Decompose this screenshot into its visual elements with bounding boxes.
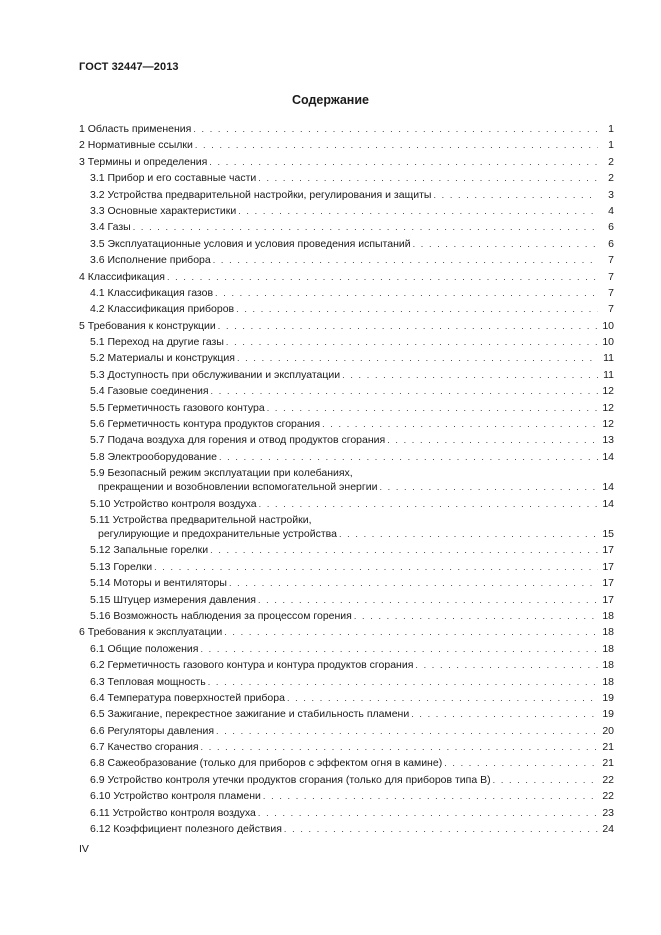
toc-entry-title: 5.3 Доступность при обслуживании и эксплуатации xyxy=(90,368,341,381)
toc-entry-label xyxy=(90,220,131,234)
toc-entry-label xyxy=(90,450,217,464)
toc-entry-title: 5.5 Герметичность газового контура xyxy=(90,401,265,414)
dot-leader xyxy=(210,543,598,557)
toc-entry-label xyxy=(90,609,352,623)
toc-entry-page: 19 xyxy=(602,708,614,721)
toc-entry-label xyxy=(90,171,256,185)
toc-entry-page: 22 xyxy=(602,773,614,786)
toc-entry-title: 3.3 Основные характеристики xyxy=(90,204,237,217)
toc-entry-page: 15 xyxy=(602,527,614,540)
toc-entry-label xyxy=(90,188,431,202)
toc-entry-page: 7 xyxy=(608,254,614,267)
toc-entry xyxy=(79,433,614,447)
dot-leader xyxy=(379,480,598,494)
dot-leader xyxy=(229,576,598,590)
toc-entry-page: 18 xyxy=(602,675,614,688)
toc-entry-label xyxy=(79,270,165,284)
dot-leader xyxy=(387,433,598,447)
toc-entry xyxy=(79,675,614,689)
toc-entry xyxy=(79,417,614,431)
dot-leader xyxy=(195,138,598,152)
toc-entry-label xyxy=(79,155,207,169)
toc-entry-label xyxy=(90,335,224,349)
toc-entry-title: 6.11 Устройство контроля воздуха xyxy=(90,806,256,819)
toc-entry xyxy=(79,756,614,770)
toc-entry-title: 4 Классификация xyxy=(79,270,165,283)
dot-leader xyxy=(193,122,598,136)
toc-entry-page: 7 xyxy=(608,270,614,283)
toc-entry xyxy=(79,773,614,787)
toc-entry-page: 11 xyxy=(603,352,614,365)
toc-entry xyxy=(79,368,614,382)
toc-entry-page: 1 xyxy=(608,139,614,152)
toc-entry-title: 3.1 Прибор и его составные части xyxy=(90,172,257,185)
toc-entry-page: 17 xyxy=(602,544,614,557)
toc-entry-page: 7 xyxy=(608,303,614,316)
toc-entry-title: 6.12 Коэффициент полезного действия xyxy=(90,823,282,836)
dot-leader xyxy=(493,773,598,787)
toc-entry-title: 2 Нормативные ссылки xyxy=(79,139,193,152)
toc-entry xyxy=(79,270,614,284)
toc-entry-label xyxy=(79,319,216,333)
dot-leader xyxy=(258,171,598,185)
toc-entry-label xyxy=(90,513,337,541)
document-header: ГОСТ 32447—2013 xyxy=(79,61,179,73)
toc-entry xyxy=(79,302,614,316)
dot-leader xyxy=(226,335,598,349)
toc-entry-page: 18 xyxy=(602,609,614,622)
toc-entry-title: 5.2 Материалы и конструкция xyxy=(90,352,235,365)
toc-entry-label xyxy=(90,497,257,511)
toc-entry-page: 4 xyxy=(608,204,614,217)
toc-entry xyxy=(79,138,614,152)
toc-entry-page: 19 xyxy=(602,691,614,704)
dot-leader xyxy=(154,560,598,574)
toc-entry xyxy=(79,204,614,218)
toc-entry-label xyxy=(90,351,235,365)
toc-entry-page: 17 xyxy=(602,577,614,590)
toc-entry-label xyxy=(90,433,385,447)
toc-entry-page: 23 xyxy=(602,806,614,819)
toc-entry xyxy=(79,642,614,656)
toc-entry-page: 14 xyxy=(602,497,614,510)
toc-entry xyxy=(79,319,614,333)
toc-entry-page: 21 xyxy=(602,757,614,770)
toc-entry xyxy=(79,740,614,754)
toc-entry-title: 5 Требования к конструкции xyxy=(79,319,216,332)
toc-entry-title: 6 Требования к эксплуатации xyxy=(79,626,223,639)
toc-entry-title: 3.6 Исполнение прибора xyxy=(90,254,211,267)
toc-entry-title: 5.16 Возможность наблюдения за процессом горения xyxy=(90,609,352,622)
toc-entry-title: 3.4 Газы xyxy=(90,221,131,234)
dot-leader xyxy=(133,220,598,234)
toc-entry xyxy=(79,384,614,398)
toc-entry-page: 6 xyxy=(608,221,614,234)
toc-entry-page: 22 xyxy=(602,790,614,803)
toc-entry-title: 6.7 Качество сгорания xyxy=(90,741,199,754)
toc-entry xyxy=(79,351,614,365)
dot-leader xyxy=(413,237,598,251)
toc-entry-label xyxy=(90,368,340,382)
toc-entry-title: 6.8 Сажеобразование (только для приборов с эффектом огня в камине) xyxy=(90,757,443,770)
toc-entry xyxy=(79,466,614,494)
dot-leader xyxy=(411,707,598,721)
dot-leader xyxy=(208,675,598,689)
toc-entry-title: 5.15 Штуцер измерения давления xyxy=(90,593,256,606)
dot-leader xyxy=(258,593,598,607)
toc-entry-title: 3.5 Эксплуатационные условия и условия проведения испытаний xyxy=(90,237,411,250)
toc-entry-title: 5.14 Моторы и вентиляторы xyxy=(90,577,227,590)
toc-entry xyxy=(79,609,614,623)
toc-entry-title: 5.13 Горелки xyxy=(90,560,153,573)
toc-entry-page: 10 xyxy=(602,336,614,349)
toc-entry-label xyxy=(90,756,442,770)
toc-entry-title: 5.1 Переход на другие газы xyxy=(90,336,224,349)
toc-entry xyxy=(79,253,614,267)
dot-leader xyxy=(238,204,598,218)
dot-leader xyxy=(322,417,598,431)
toc-entry-page: 6 xyxy=(608,237,614,250)
toc-entry-page: 18 xyxy=(602,626,614,639)
toc-entry-label xyxy=(90,658,413,672)
toc-entry-page: 14 xyxy=(602,481,614,494)
dot-leader xyxy=(354,609,598,623)
dot-leader xyxy=(263,789,598,803)
toc-entry xyxy=(79,707,614,721)
dot-leader xyxy=(237,351,598,365)
dot-leader xyxy=(444,756,598,770)
toc-entry-page: 1 xyxy=(608,123,614,135)
toc-entry-title: 6.6 Регуляторы давления xyxy=(90,724,215,737)
table-of-contents xyxy=(79,122,614,838)
toc-entry-label xyxy=(90,642,198,656)
toc-entry xyxy=(79,401,614,415)
toc-entry xyxy=(79,576,614,590)
dot-leader xyxy=(219,450,598,464)
dot-leader xyxy=(201,740,598,754)
dot-leader xyxy=(209,155,598,169)
toc-entry xyxy=(79,122,614,136)
toc-entry-title: 5.9 Безопасный режим эксплуатации при колебаниях, xyxy=(90,467,353,480)
toc-entry-label xyxy=(90,806,256,820)
toc-entry-page: 11 xyxy=(603,368,614,381)
toc-entry-page: 7 xyxy=(608,286,614,299)
toc-entry-label xyxy=(90,822,282,836)
toc-entry-label xyxy=(90,576,227,590)
toc-entry-label xyxy=(79,122,191,136)
toc-entry-title: 1 Область применения xyxy=(79,123,192,135)
toc-entry-page: 12 xyxy=(602,401,614,414)
dot-leader xyxy=(284,822,598,836)
toc-entry-title: 3.2 Устройства предварительной настройки, регулирования и защиты xyxy=(90,188,432,201)
toc-entry xyxy=(79,593,614,607)
toc-entry xyxy=(79,155,614,169)
toc-entry-title: 4.1 Классификация газов xyxy=(90,286,214,299)
toc-entry-title: 5.8 Электрооборудование xyxy=(90,450,217,463)
toc-entry-page: 18 xyxy=(602,659,614,672)
toc-entry-label xyxy=(90,401,265,415)
toc-entry-label xyxy=(90,773,491,787)
toc-entry-title: 5.4 Газовые соединения xyxy=(90,385,209,398)
toc-entry-label xyxy=(90,707,409,721)
toc-entry-page: 12 xyxy=(602,418,614,431)
toc-entry xyxy=(79,286,614,300)
dot-leader xyxy=(216,724,598,738)
toc-entry-label xyxy=(90,593,256,607)
page-number: IV xyxy=(79,843,89,855)
toc-entry-page: 18 xyxy=(602,642,614,655)
toc-entry-title-continued: прекращении и возобновлении вспомогательной энергии xyxy=(98,481,378,494)
toc-entry-page: 21 xyxy=(602,741,614,754)
toc-entry-label xyxy=(90,789,261,803)
toc-entry xyxy=(79,560,614,574)
toc-entry-title-continued: регулирующие и предохранительные устройства xyxy=(98,527,337,540)
toc-entry xyxy=(79,822,614,836)
toc-entry xyxy=(79,171,614,185)
dot-leader xyxy=(236,302,598,316)
dot-leader xyxy=(287,691,598,705)
toc-entry-label xyxy=(90,384,209,398)
toc-entry-title: 5.7 Подача воздуха для горения и отвод продуктов сгорания xyxy=(90,434,386,447)
toc-entry-label xyxy=(90,237,411,251)
toc-entry-title: 5.10 Устройство контроля воздуха xyxy=(90,497,257,510)
toc-entry-page: 3 xyxy=(608,188,614,201)
toc-entry-title: 6.10 Устройство контроля пламени xyxy=(90,790,261,803)
toc-entry xyxy=(79,513,614,541)
dot-leader xyxy=(339,527,598,541)
toc-entry-page: 2 xyxy=(608,155,614,168)
dot-leader xyxy=(211,384,598,398)
dot-leader xyxy=(167,270,598,284)
dot-leader xyxy=(267,401,598,415)
toc-entry-title: 4.2 Классификация приборов xyxy=(90,303,235,316)
toc-entry-title: 6.2 Герметичность газового контура и контура продуктов сгорания xyxy=(90,659,414,672)
dot-leader xyxy=(415,658,598,672)
dot-leader xyxy=(213,253,598,267)
toc-entry-page: 2 xyxy=(608,172,614,185)
toc-entry-label xyxy=(90,740,199,754)
toc-entry-page: 24 xyxy=(602,823,614,836)
toc-entry xyxy=(79,543,614,557)
dot-leader xyxy=(215,286,598,300)
toc-entry xyxy=(79,691,614,705)
toc-entry-page: 12 xyxy=(602,385,614,398)
dot-leader xyxy=(259,497,598,511)
toc-entry-page: 13 xyxy=(602,434,614,447)
toc-entry-title: 3 Термины и определения xyxy=(79,155,208,168)
toc-entry-page: 14 xyxy=(602,450,614,463)
toc-entry xyxy=(79,335,614,349)
toc-entry-title: 5.11 Устройства предварительной настройки, xyxy=(90,513,312,526)
toc-entry-title: 6.3 Тепловая мощность xyxy=(90,675,206,688)
toc-entry-label xyxy=(79,625,222,639)
toc-entry-label xyxy=(90,560,152,574)
toc-entry xyxy=(79,497,614,511)
toc-entry-label xyxy=(90,204,236,218)
toc-entry-label xyxy=(90,253,211,267)
toc-entry xyxy=(79,789,614,803)
dot-leader xyxy=(200,642,598,656)
dot-leader xyxy=(342,368,598,382)
dot-leader xyxy=(224,625,598,639)
toc-entry xyxy=(79,220,614,234)
toc-entry-title: 6.1 Общие положения xyxy=(90,642,199,655)
toc-entry xyxy=(79,450,614,464)
toc-entry-page: 17 xyxy=(602,593,614,606)
dot-leader xyxy=(433,188,598,202)
toc-entry-title: 6.9 Устройство контроля утечки продуктов сгорания (только для приборов типа В) xyxy=(90,773,491,786)
toc-entry xyxy=(79,237,614,251)
toc-entry xyxy=(79,724,614,738)
toc-entry xyxy=(79,188,614,202)
toc-entry-page: 20 xyxy=(602,724,614,737)
toc-entry-label xyxy=(79,138,193,152)
toc-entry xyxy=(79,658,614,672)
toc-entry-page: 17 xyxy=(602,560,614,573)
toc-entry-title: 5.6 Герметичность контура продуктов сгорания xyxy=(90,418,321,431)
toc-entry-label xyxy=(90,286,213,300)
toc-entry-label xyxy=(90,675,206,689)
dot-leader xyxy=(218,319,598,333)
toc-entry-label xyxy=(90,466,377,494)
toc-entry-title: 6.5 Зажигание, перекрестное зажигание и стабильность пламени xyxy=(90,708,410,721)
toc-entry-label xyxy=(90,691,285,705)
page-title: Содержание xyxy=(291,93,369,107)
toc-entry-label xyxy=(90,417,320,431)
toc-entry xyxy=(79,625,614,639)
toc-entry-page: 10 xyxy=(602,319,614,332)
toc-entry-title: 5.12 Запальные горелки xyxy=(90,544,209,557)
toc-entry-title: 6.4 Температура поверхностей прибора xyxy=(90,691,285,704)
toc-entry-label xyxy=(90,724,214,738)
toc-entry xyxy=(79,806,614,820)
toc-entry-label xyxy=(90,543,208,557)
toc-entry-label xyxy=(90,302,234,316)
dot-leader xyxy=(258,806,598,820)
